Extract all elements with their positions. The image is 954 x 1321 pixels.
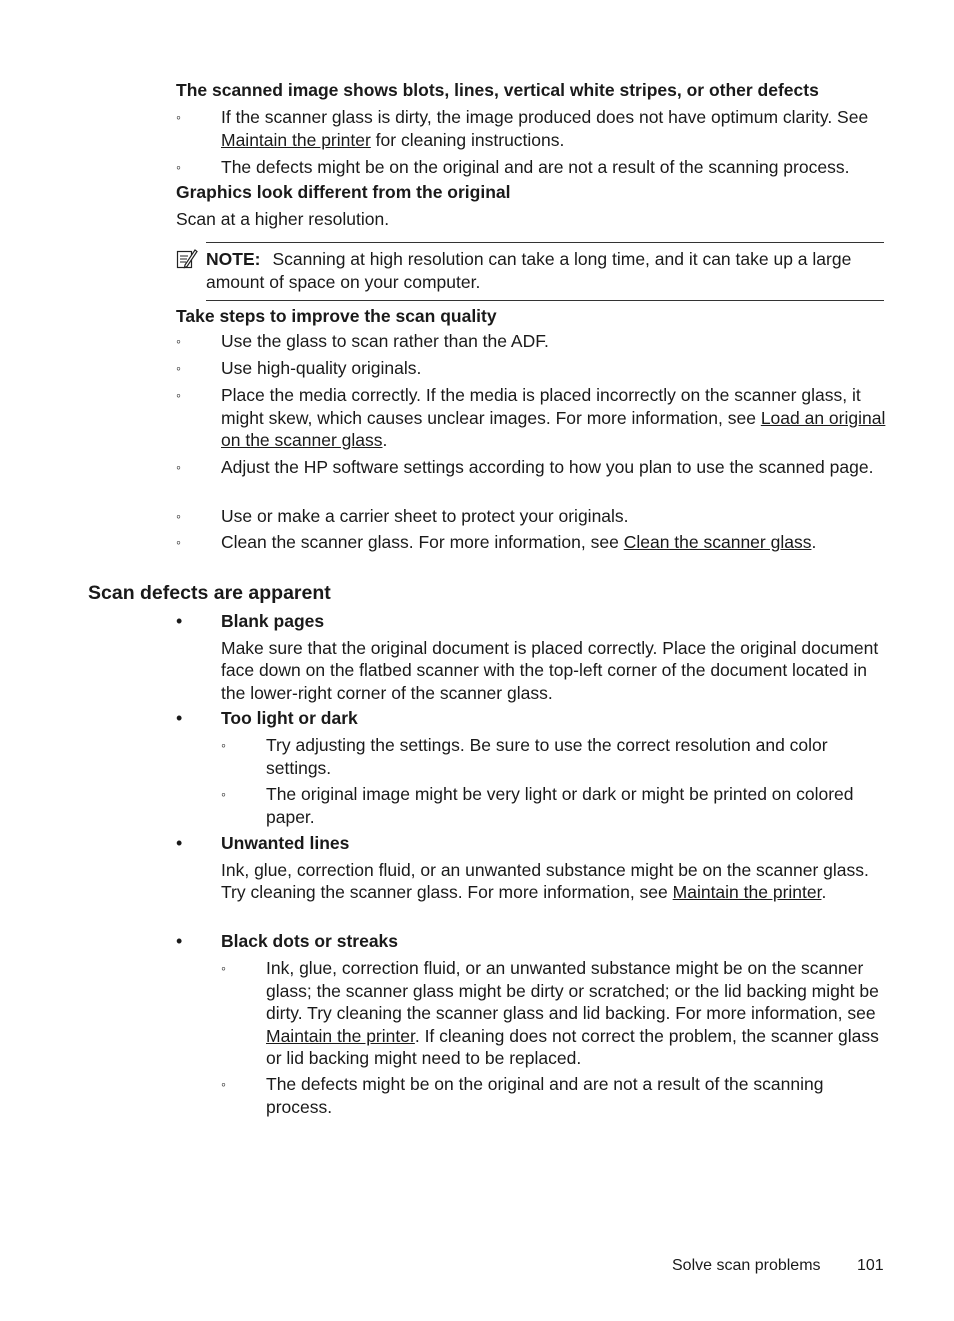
bullet-icon: • [176, 708, 183, 728]
circle-bullet-icon: ◦ [176, 360, 181, 376]
circle-bullet-icon: ◦ [176, 387, 181, 403]
bullet-icon: • [176, 931, 183, 951]
list-item [221, 783, 886, 828]
circle-bullet-icon: ◦ [176, 459, 181, 475]
defect-text [221, 859, 886, 904]
list-item [176, 384, 886, 452]
list-item-text: for cleaning instructions. [370, 129, 565, 150]
subheading-blots: The scanned image shows blots, lines, vertical white stripes, or other defects [176, 80, 819, 100]
circle-bullet-icon: ◦ [221, 960, 226, 976]
list-item [221, 1073, 886, 1118]
bullet-icon: • [176, 611, 183, 631]
list-item [176, 456, 886, 479]
bullet-icon: • [176, 833, 183, 853]
list-item-text: Use the glass to scan rather than the ADF. [221, 331, 549, 351]
circle-bullet-icon: ◦ [176, 508, 181, 524]
list-item-text: Use high-quality originals. [221, 358, 422, 378]
section-scan-defects-blots [176, 79, 886, 102]
note-box [176, 242, 884, 302]
list-item [176, 505, 886, 528]
list-item-text: Adjust the HP software settings according to how you plan to use the scanned page. [221, 457, 874, 477]
maintain-printer-link[interactable]: Maintain the printer [221, 129, 371, 150]
list-item-text: Clean the scanner glass. For more information, see [221, 532, 624, 552]
footer-section-title: Solve scan problems [672, 1257, 821, 1274]
graphics-text: Scan at a higher resolution. [176, 208, 390, 229]
list-item-text: The original image might be very light or dark or might be printed on colored paper. [266, 784, 854, 827]
note-content [206, 248, 884, 293]
section-heading: Scan defects are apparent [88, 582, 331, 604]
defect-blank-pages [176, 610, 886, 704]
defect-black-dots [176, 930, 886, 953]
subheading-improve: Take steps to improve the scan quality [176, 306, 497, 326]
section-scan-defects-apparent [88, 582, 888, 605]
note-label: NOTE: [206, 249, 261, 269]
defect-title: Blank pages [221, 611, 325, 631]
note-text: Scanning at high resolution can take a long time, and it can take up a large amount of space on your computer. [206, 249, 852, 292]
maintain-printer-link[interactable]: Maintain the printer [266, 1025, 415, 1046]
page-number: 101 [857, 1257, 884, 1274]
list-item-text: Ink, glue, correction fluid, or an unwanted substance might be on the scanner glass; the scanner glass might be dirty or scratched; or the lid backing might be dirty. Try cleaning the scanner glass and lid backing. For more information, see [266, 958, 879, 1023]
circle-bullet-icon: ◦ [176, 109, 181, 125]
list-item [176, 106, 886, 151]
section-improve-quality [176, 305, 886, 328]
note-pencil-icon [176, 248, 198, 270]
list-item-text: The defects might be on the original and are not a result of the scanning process. [221, 157, 850, 177]
defect-title: Too light or dark [221, 708, 358, 728]
circle-bullet-icon: ◦ [176, 534, 181, 550]
note-top-rule [206, 242, 884, 243]
section-graphics-different [176, 181, 886, 230]
circle-bullet-icon: ◦ [221, 786, 226, 802]
list-item-text: . [382, 430, 388, 450]
list-item [221, 734, 886, 779]
circle-bullet-icon: ◦ [176, 333, 181, 349]
list-item-text: . If cleaning does not correct the problem, the scanner glass or lid backing might need to be replaced. [266, 1025, 879, 1068]
defect-text: Make sure that the original document is placed correctly. Place the original document face down on the flatbed scanner with the top-left corner of the document located in the lower-right corner of the scanner glass. [221, 637, 879, 703]
defect-title: Unwanted lines [221, 833, 350, 853]
defect-too-light-dark [176, 707, 886, 730]
list-item [221, 957, 886, 1070]
circle-bullet-icon: ◦ [221, 1076, 226, 1092]
subheading-graphics: Graphics look different from the original [176, 182, 511, 202]
list-item-text: Place the media correctly. If the media is placed incorrectly on the scanner glass, it might skew, which causes unclear images. For more information, see [221, 385, 861, 428]
list-item-text: Try adjusting the settings. Be sure to use the correct resolution and color settings. [266, 735, 828, 778]
list-item [176, 156, 886, 179]
maintain-printer-link[interactable]: Maintain the printer [672, 882, 822, 902]
clean-scanner-glass-link[interactable]: Clean the scanner glass [623, 532, 812, 552]
load-original-link[interactable]: Load an original on the scanner glass [221, 407, 886, 450]
defect-text-pre: Ink, glue, correction fluid, or an unwanted substance might be on the scanner glass. Try cleaning the scanner glass. For more information, see [221, 859, 869, 902]
defect-title: Black dots or streaks [221, 931, 399, 951]
list-item-text: . [811, 532, 817, 552]
defect-unwanted-lines [176, 832, 886, 904]
list-item-text: If the scanner glass is dirty, the image produced does not have optimum clarity. See [221, 107, 869, 127]
defect-text-post: . [821, 882, 827, 902]
list-item [176, 330, 886, 353]
note-bottom-rule [206, 300, 884, 301]
circle-bullet-icon: ◦ [176, 159, 181, 175]
list-item-text: The defects might be on the original and are not a result of the scanning process. [266, 1074, 824, 1117]
list-item [176, 357, 886, 380]
list-item-text: Use or make a carrier sheet to protect your originals. [221, 506, 629, 526]
list-item [176, 531, 886, 554]
circle-bullet-icon: ◦ [221, 737, 226, 753]
